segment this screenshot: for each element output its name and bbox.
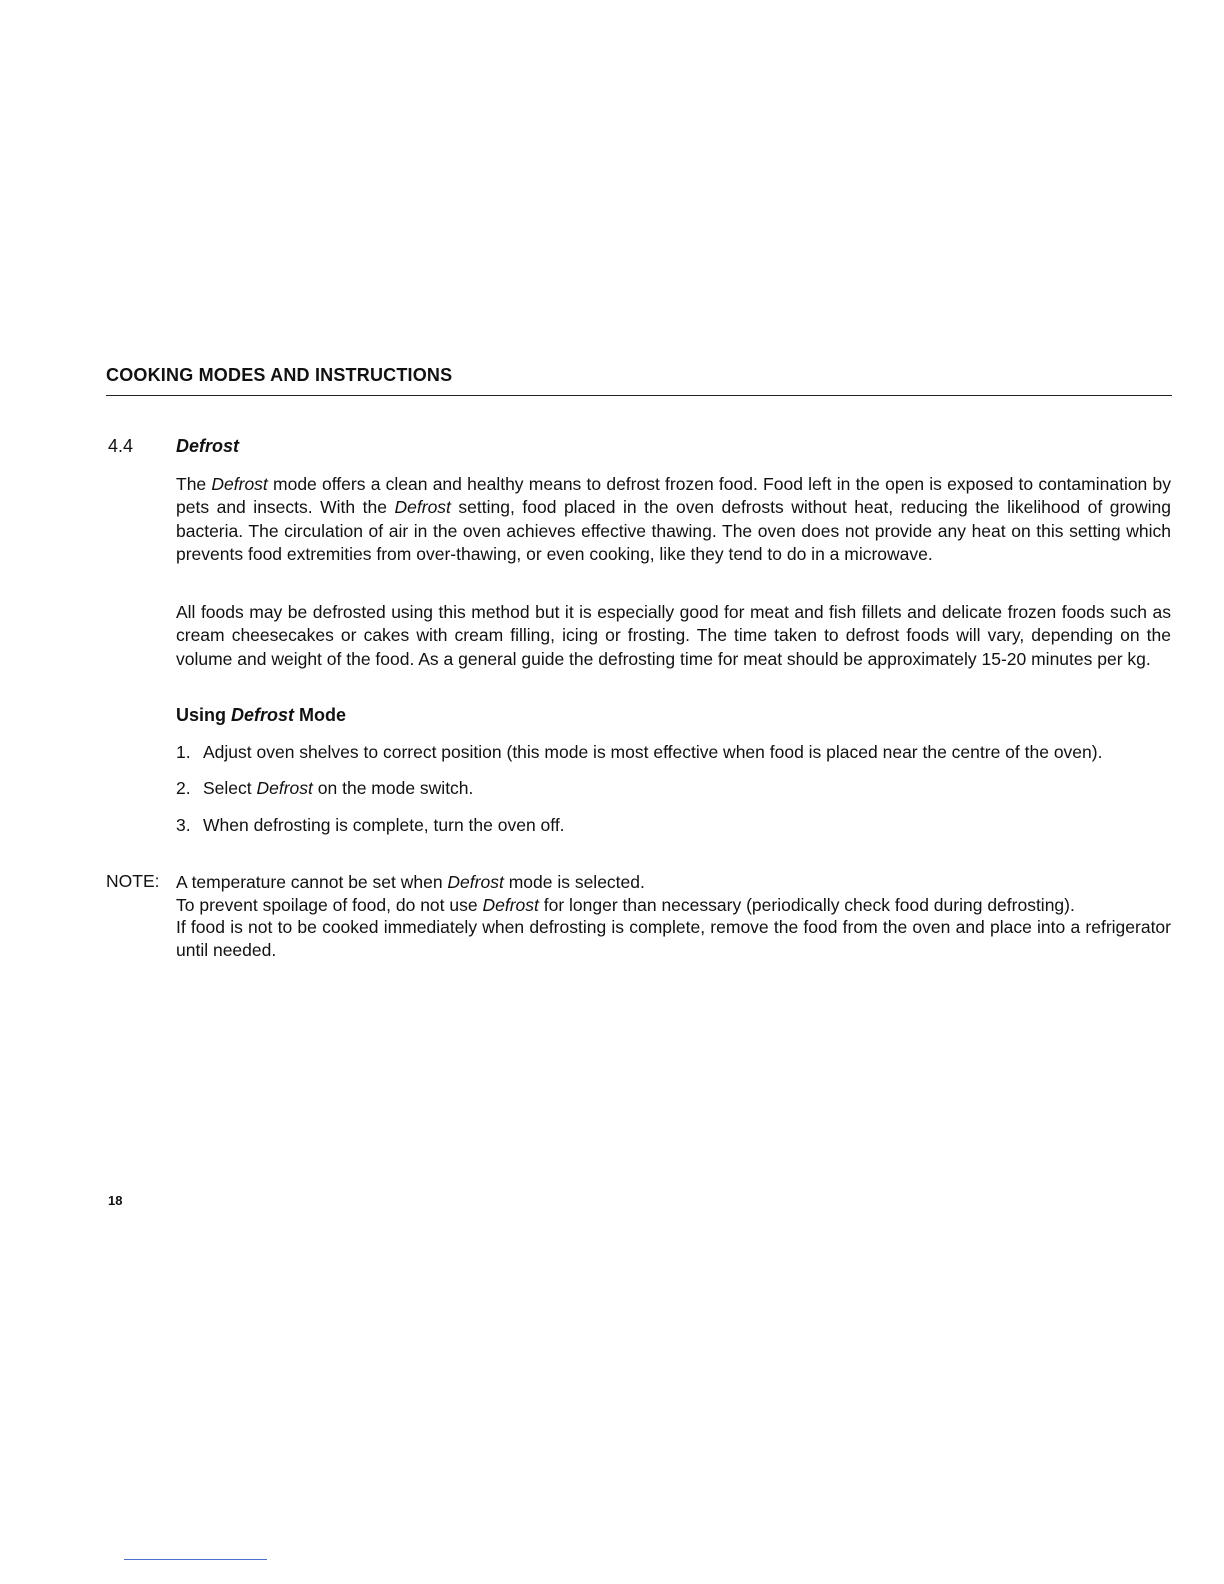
step-text-2-after: on the mode switch. <box>312 778 474 799</box>
intro-defrost-term-1: Defrost <box>211 474 268 494</box>
note-line-2-after: for longer than necessary (periodically check food during defrosting). <box>538 894 1075 915</box>
bottom-rule <box>124 1559 267 1560</box>
intro-text-2: mode offers a clean and healthy means to defrost frozen food. Food left in the open is exposed to contamination by pets and insects. With the <box>176 474 1171 518</box>
intro-defrost-term-2: Defrost <box>394 497 451 518</box>
step-text-1: Adjust oven shelves to correct position (this mode is most effective when food is placed near the centre of the oven). <box>203 742 1103 762</box>
step-number-3: 3. <box>176 814 191 835</box>
steps-list <box>176 741 1171 850</box>
step-text-2-defrost-term: Defrost <box>256 778 313 799</box>
subheading-suffix: Mode <box>294 705 347 725</box>
note-line-2-before: To prevent spoilage of food, do not use <box>176 894 483 915</box>
note-label: NOTE: <box>106 871 160 891</box>
subheading-defrost-term: Defrost <box>231 705 295 725</box>
section-title: Defrost <box>176 436 240 456</box>
step-text-2-before: Select <box>203 778 257 799</box>
subheading-prefix: Using <box>176 705 232 725</box>
step-text-3: When defrosting is complete, turn the oven off. <box>203 814 565 835</box>
intro-text-3: setting, food placed in the oven defrosts without heat, reducing the likelihood of growing bacteria. The circulation of air in the oven achieves effective thawing. The oven does not provide any heat on this setting which prevents food extremities from over-thawing, or even cooking, like they tend to do in a microwave. <box>176 497 1171 564</box>
note-line-1-defrost-term: Defrost <box>447 872 504 892</box>
note-line-3: If food is not to be cooked immediately when defrosting is complete, remove the food from the oven and place into a refrigerator until needed. <box>176 917 1171 960</box>
intro-paragraph <box>176 473 1171 566</box>
intro-text-1: The <box>176 474 212 494</box>
header-divider <box>106 395 1172 396</box>
step-item-2 <box>176 777 1171 800</box>
note-line-2-defrost-term: Defrost <box>482 894 539 915</box>
guide-paragraph: All foods may be defrosted using this method but it is especially good for meat and fish fillets and delicate frozen foods such as cream cheesecakes or cakes with cream filling, icing or frosting. The time taken to defrost foods will vary, depending on the volume and weight of the food. As a general guide the defrosting time for meat should be approximately 15-20 minutes per kg. <box>176 602 1171 669</box>
note-line-1-after: mode is selected. <box>503 872 645 892</box>
note-block <box>176 871 1171 961</box>
note-line-1 <box>176 871 1171 894</box>
note-line-1-before: A temperature cannot be set when <box>176 872 448 892</box>
step-item-3 <box>176 814 1171 837</box>
note-line-2 <box>176 894 1171 917</box>
step-number-1: 1. <box>176 742 191 762</box>
step-number-2: 2. <box>176 778 191 799</box>
section-number: 4.4 <box>108 436 134 456</box>
page-header-title: COOKING MODES AND INSTRUCTIONS <box>106 365 453 385</box>
page-number: 18 <box>108 1193 123 1208</box>
step-item-1 <box>176 741 1171 764</box>
using-defrost-heading <box>176 705 346 726</box>
